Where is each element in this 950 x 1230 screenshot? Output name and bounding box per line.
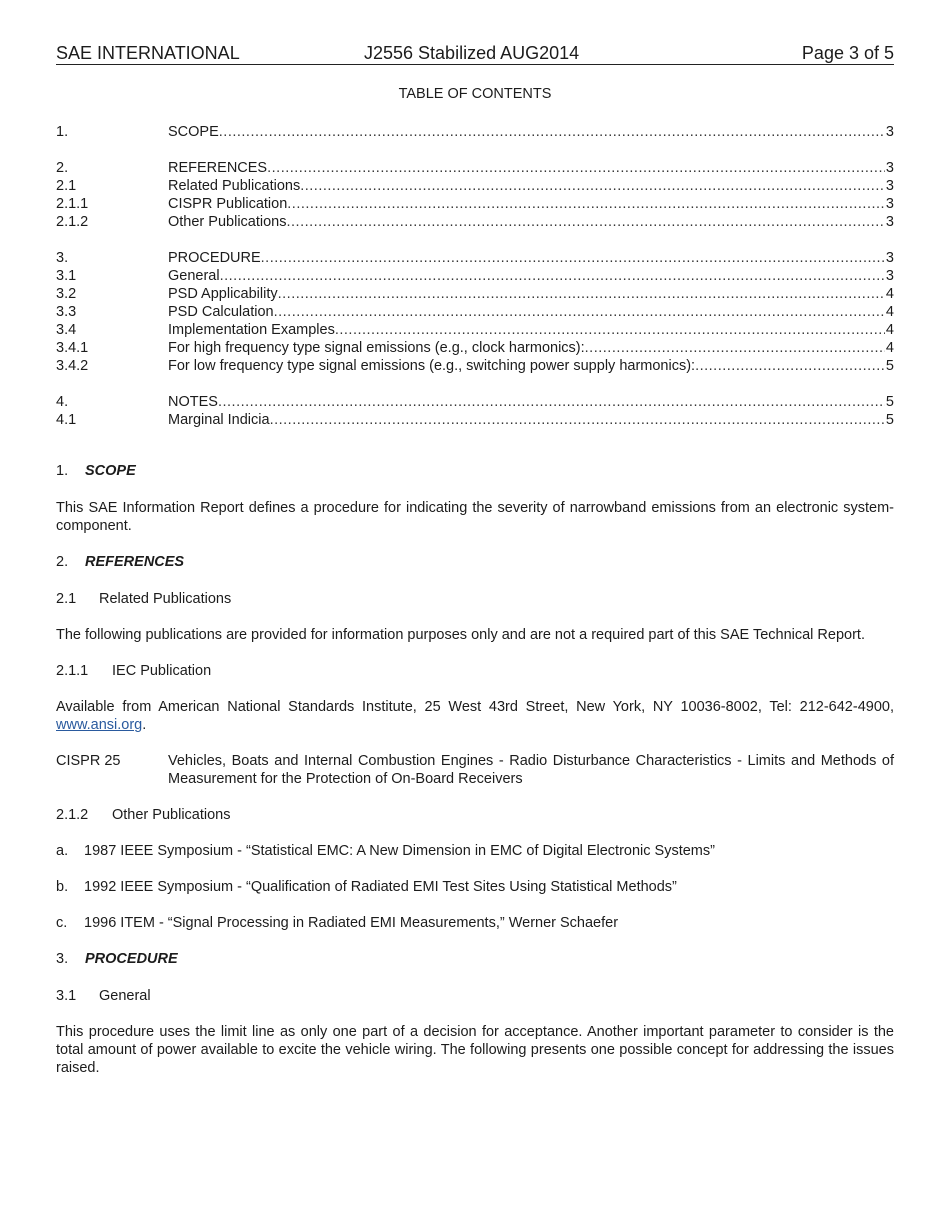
subsection-number: 2.1 bbox=[56, 591, 77, 607]
toc-entry[interactable] bbox=[56, 177, 894, 195]
toc-entry-label: SCOPE bbox=[168, 124, 219, 140]
toc-entry-label: Other Publications bbox=[168, 214, 287, 230]
subsection-heading-other-publications bbox=[56, 806, 894, 824]
toc-entry-page: 3 bbox=[885, 124, 894, 140]
toc-entry-number: 3.4 bbox=[56, 322, 77, 338]
list-item bbox=[56, 878, 894, 896]
section-title: PROCEDURE bbox=[85, 951, 178, 967]
toc-entry[interactable] bbox=[56, 339, 894, 357]
section-heading-procedure bbox=[56, 950, 894, 968]
scope-paragraph: This SAE Information Report defines a procedure for indicating the severity of narrowband emissions from an electronic system-component. bbox=[56, 500, 894, 534]
section-number: 3. bbox=[56, 951, 69, 967]
toc-entry-label: NOTES bbox=[168, 394, 218, 410]
toc-entry-label: For low frequency type signal emissions (e.g., switching power supply harmonics): bbox=[168, 358, 696, 374]
page-header bbox=[56, 43, 894, 65]
list-item-text: 1987 IEEE Symposium - “Statistical EMC: A New Dimension in EMC of Digital Electronic Systems” bbox=[84, 843, 715, 859]
toc-entry-number: 3.1 bbox=[56, 268, 77, 284]
subsection-title: IEC Publication bbox=[112, 663, 212, 679]
table-of-contents bbox=[56, 123, 894, 429]
section-title: REFERENCES bbox=[85, 554, 185, 570]
header-org: SAE INTERNATIONAL bbox=[56, 43, 240, 63]
subsection-number: 2.1.2 bbox=[56, 807, 89, 823]
toc-entry[interactable] bbox=[56, 357, 894, 375]
toc-entry[interactable] bbox=[56, 249, 894, 267]
ansi-address-text: Available from American National Standards Institute, 25 West 43rd Street, New York, NY 10036-8002, Tel: 212-642-4900, bbox=[56, 699, 894, 715]
toc-entry-page: 5 bbox=[885, 358, 894, 374]
toc-entry-number: 2.1 bbox=[56, 178, 77, 194]
document-body bbox=[56, 462, 894, 1077]
toc-entry-label: PSD Calculation bbox=[168, 304, 274, 320]
toc-entry-page: 4 bbox=[885, 322, 894, 338]
ansi-link[interactable]: www.ansi.org bbox=[56, 717, 143, 733]
toc-entry-page: 4 bbox=[885, 304, 894, 320]
reference-text: Vehicles, Boats and Internal Combustion Engines - Radio Disturbance Characteristics - Limits and Methods of Measurement for the Protection of On-Board Receivers bbox=[168, 753, 894, 787]
list-item-letter: a. bbox=[56, 843, 69, 859]
section-number: 2. bbox=[56, 554, 69, 570]
toc-entry-number: 2.1.2 bbox=[56, 214, 89, 230]
toc-entry-number: 3.2 bbox=[56, 286, 77, 302]
toc-entry-number: 2.1.1 bbox=[56, 196, 89, 212]
toc-entry[interactable] bbox=[56, 285, 894, 303]
header-page-number: Page 3 of 5 bbox=[801, 43, 894, 63]
general-paragraph: This procedure uses the limit line as only one part of a decision for acceptance. Another important parameter to consider is the total amount of power available to excite the vehicle wiring. The following presents one possible concept for addressing the issues raised. bbox=[56, 1024, 894, 1076]
toc-entry[interactable] bbox=[56, 267, 894, 285]
reference-code: CISPR 25 bbox=[56, 753, 121, 769]
list-item bbox=[56, 914, 894, 932]
toc-entry-page: 3 bbox=[885, 196, 894, 212]
toc-entry-page: 5 bbox=[885, 394, 894, 410]
toc-entry-label: Marginal Indicia bbox=[168, 412, 270, 428]
toc-entry-label: General bbox=[168, 268, 220, 284]
toc-entry-number: 3.3 bbox=[56, 304, 77, 320]
toc-entry-page: 3 bbox=[885, 268, 894, 284]
toc-title: TABLE OF CONTENTS bbox=[398, 86, 552, 102]
subsection-heading-general bbox=[56, 987, 894, 1005]
subsection-title: Other Publications bbox=[112, 807, 231, 823]
cispr-reference bbox=[56, 752, 894, 788]
subsection-title: Related Publications bbox=[99, 591, 232, 607]
subsection-number: 3.1 bbox=[56, 988, 77, 1004]
toc-entry-number: 3.4.1 bbox=[56, 340, 89, 356]
toc-entry-page: 4 bbox=[885, 286, 894, 302]
toc-entry-page: 3 bbox=[885, 250, 894, 266]
list-item-text: 1992 IEEE Symposium - “Qualification of Radiated EMI Test Sites Using Statistical Methods” bbox=[84, 879, 677, 895]
iec-publication-paragraph: Available from American National Standards Institute, 25 West 43rd Street, New York, NY 10036-8002, Tel: 212-642-4900, www.ansi.org. bbox=[56, 699, 894, 733]
toc-entry-label: PSD Applicability bbox=[168, 286, 278, 302]
toc-entry-number: 3.4.2 bbox=[56, 358, 89, 374]
toc-entry-number: 4. bbox=[56, 394, 69, 410]
section-number: 1. bbox=[56, 463, 69, 479]
subsection-title: General bbox=[99, 988, 151, 1004]
list-item bbox=[56, 842, 894, 860]
toc-entry-label: PROCEDURE bbox=[168, 250, 261, 266]
toc-entry[interactable] bbox=[56, 213, 894, 231]
list-item-letter: b. bbox=[56, 879, 69, 895]
toc-entry-number: 1. bbox=[56, 124, 69, 140]
toc-entry-page: 4 bbox=[885, 340, 894, 356]
toc-entry[interactable] bbox=[56, 321, 894, 339]
list-item-letter: c. bbox=[56, 915, 68, 931]
toc-entry-label: CISPR Publication bbox=[168, 196, 288, 212]
toc-entry-number: 2. bbox=[56, 160, 69, 176]
toc-entry-label: For high frequency type signal emissions (e.g., clock harmonics): bbox=[168, 340, 585, 356]
subsection-heading-related-publications bbox=[56, 590, 894, 608]
toc-entry-label: REFERENCES bbox=[168, 160, 268, 176]
toc-entry-page: 3 bbox=[885, 178, 894, 194]
toc-entry[interactable] bbox=[56, 303, 894, 321]
toc-entry-number: 3. bbox=[56, 250, 69, 266]
section-heading-scope bbox=[56, 462, 894, 480]
header-doc-id: J2556 Stabilized AUG2014 bbox=[364, 43, 580, 63]
toc-entry-label: Implementation Examples bbox=[168, 322, 335, 338]
toc-entry[interactable] bbox=[56, 159, 894, 177]
toc-entry[interactable] bbox=[56, 123, 894, 141]
toc-entry[interactable] bbox=[56, 411, 894, 429]
related-publications-paragraph: The following publications are provided for information purposes only and are not a required part of this SAE Technical Report. bbox=[56, 627, 865, 643]
toc-entry-page: 5 bbox=[885, 412, 894, 428]
list-item-text: 1996 ITEM - “Signal Processing in Radiated EMI Measurements,” Werner Schaefer bbox=[84, 915, 619, 931]
toc-entry-label: Related Publications bbox=[168, 178, 301, 194]
toc-entry[interactable] bbox=[56, 195, 894, 213]
subsection-heading-iec-publication bbox=[56, 662, 894, 680]
subsection-number: 2.1.1 bbox=[56, 663, 89, 679]
section-title: SCOPE bbox=[85, 463, 136, 479]
section-heading-references bbox=[56, 553, 894, 571]
toc-entry-page: 3 bbox=[885, 160, 894, 176]
toc-entry[interactable] bbox=[56, 393, 894, 411]
toc-entry-page: 3 bbox=[885, 214, 894, 230]
toc-entry-number: 4.1 bbox=[56, 412, 77, 428]
